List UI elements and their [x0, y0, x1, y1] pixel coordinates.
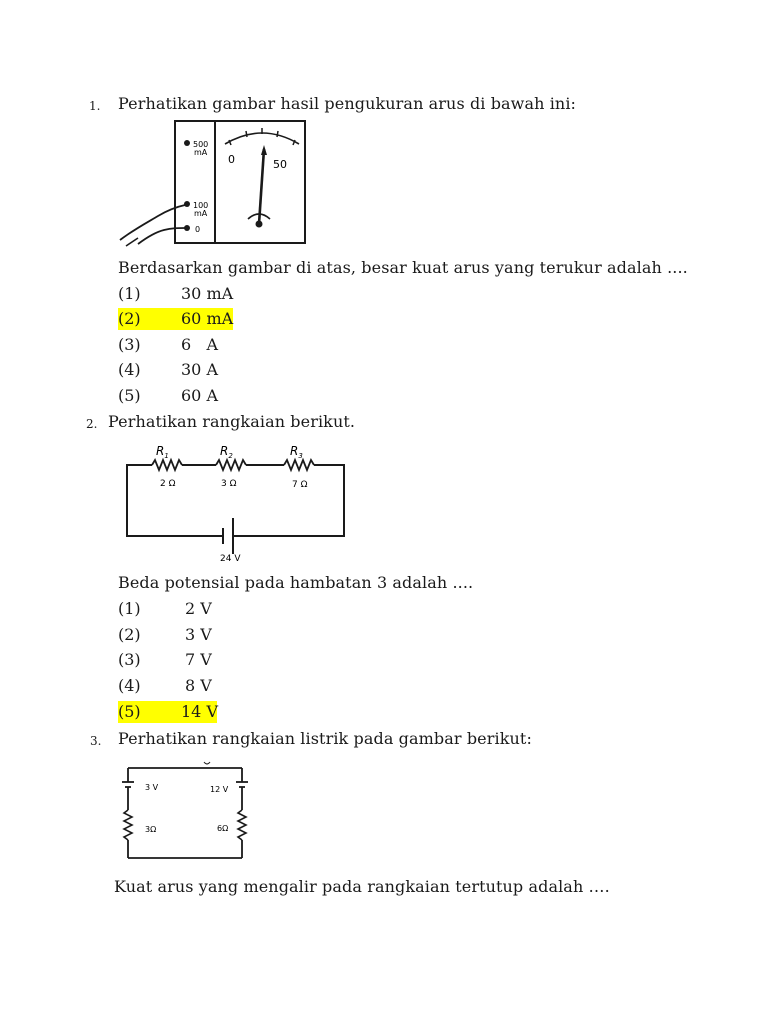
- q3-prompt: Perhatikan rangkaian listrik pada gambar berikut:: [118, 729, 532, 748]
- option-number: (3): [118, 650, 141, 669]
- option-value: 7 V: [185, 650, 212, 669]
- r3-value: 7 Ω: [292, 480, 308, 490]
- option-value: 2 V: [185, 599, 212, 618]
- q2-option-5: [118, 701, 217, 723]
- q2-number: 2.: [86, 417, 98, 431]
- option-value: 30 mA: [181, 284, 234, 303]
- two-battery-circuit-figure: [122, 760, 262, 864]
- option-number: (1): [118, 284, 141, 303]
- q1-option-2: [118, 308, 233, 330]
- r3-label: $R_3$: [290, 444, 303, 460]
- terminal-500-unit: mA: [194, 148, 208, 157]
- q2-option-2: [118, 624, 258, 646]
- option-value: 3 V: [185, 625, 212, 644]
- q2-option-3: [118, 649, 258, 671]
- q1-number: 1.: [89, 99, 101, 113]
- option-number: (3): [118, 335, 141, 354]
- terminal-0-label: 0: [195, 225, 201, 234]
- battery-3v-label: 3 V: [145, 783, 159, 792]
- series-circuit-figure: [122, 437, 354, 567]
- option-number: (5): [118, 702, 141, 721]
- option-number: (4): [118, 676, 141, 695]
- option-value: 60 mA: [181, 309, 234, 328]
- q1-option-3: [118, 334, 258, 356]
- q1-prompt: Perhatikan gambar hasil pengukuran arus di bawah ini:: [118, 94, 577, 113]
- r1-label: $R_1$: [156, 444, 169, 460]
- r1-value: 2 Ω: [160, 479, 176, 489]
- scale-50-label: 50: [273, 158, 287, 171]
- q3-question: Kuat arus yang mengalir pada rangkaian tertutup adalah ….: [114, 877, 610, 896]
- q1-option-4: [118, 359, 258, 381]
- q1-option-5: [118, 385, 258, 407]
- q3-number: 3.: [90, 734, 102, 748]
- ammeter-figure: [118, 118, 318, 248]
- q2-option-1: [118, 598, 258, 620]
- option-value: 30 A: [181, 360, 218, 379]
- option-value: 6 A: [181, 335, 218, 354]
- q2-question: Beda potensial pada hambatan 3 adalah ....: [118, 573, 474, 592]
- resistor-6-label: 6Ω: [217, 824, 229, 833]
- option-number: (2): [118, 625, 141, 644]
- q2-option-4: [118, 675, 258, 697]
- option-number: (4): [118, 360, 141, 379]
- r2-value: 3 Ω: [221, 479, 237, 489]
- r2-label: $R_2$: [220, 444, 233, 460]
- battery-12v-label: 12 V: [210, 785, 229, 794]
- scale-0-label: 0: [228, 153, 235, 166]
- terminal-500-label: 500: [193, 140, 209, 149]
- option-number: (5): [118, 386, 141, 405]
- option-value: 60 A: [181, 386, 218, 405]
- q2-prompt: Perhatikan rangkaian berikut.: [108, 412, 356, 431]
- battery-label: 24 V: [220, 554, 241, 564]
- option-value: 14 V: [181, 702, 218, 721]
- option-value: 8 V: [185, 676, 212, 695]
- option-number: (2): [118, 309, 141, 328]
- q1-question: Berdasarkan gambar di atas, besar kuat arus yang terukur adalah ....: [118, 258, 688, 277]
- terminal-100-label: 100: [193, 201, 209, 210]
- terminal-100-unit: mA: [194, 209, 208, 218]
- q1-option-1: [118, 283, 258, 305]
- option-number: (1): [118, 599, 141, 618]
- resistor-3-label: 3Ω: [145, 825, 157, 834]
